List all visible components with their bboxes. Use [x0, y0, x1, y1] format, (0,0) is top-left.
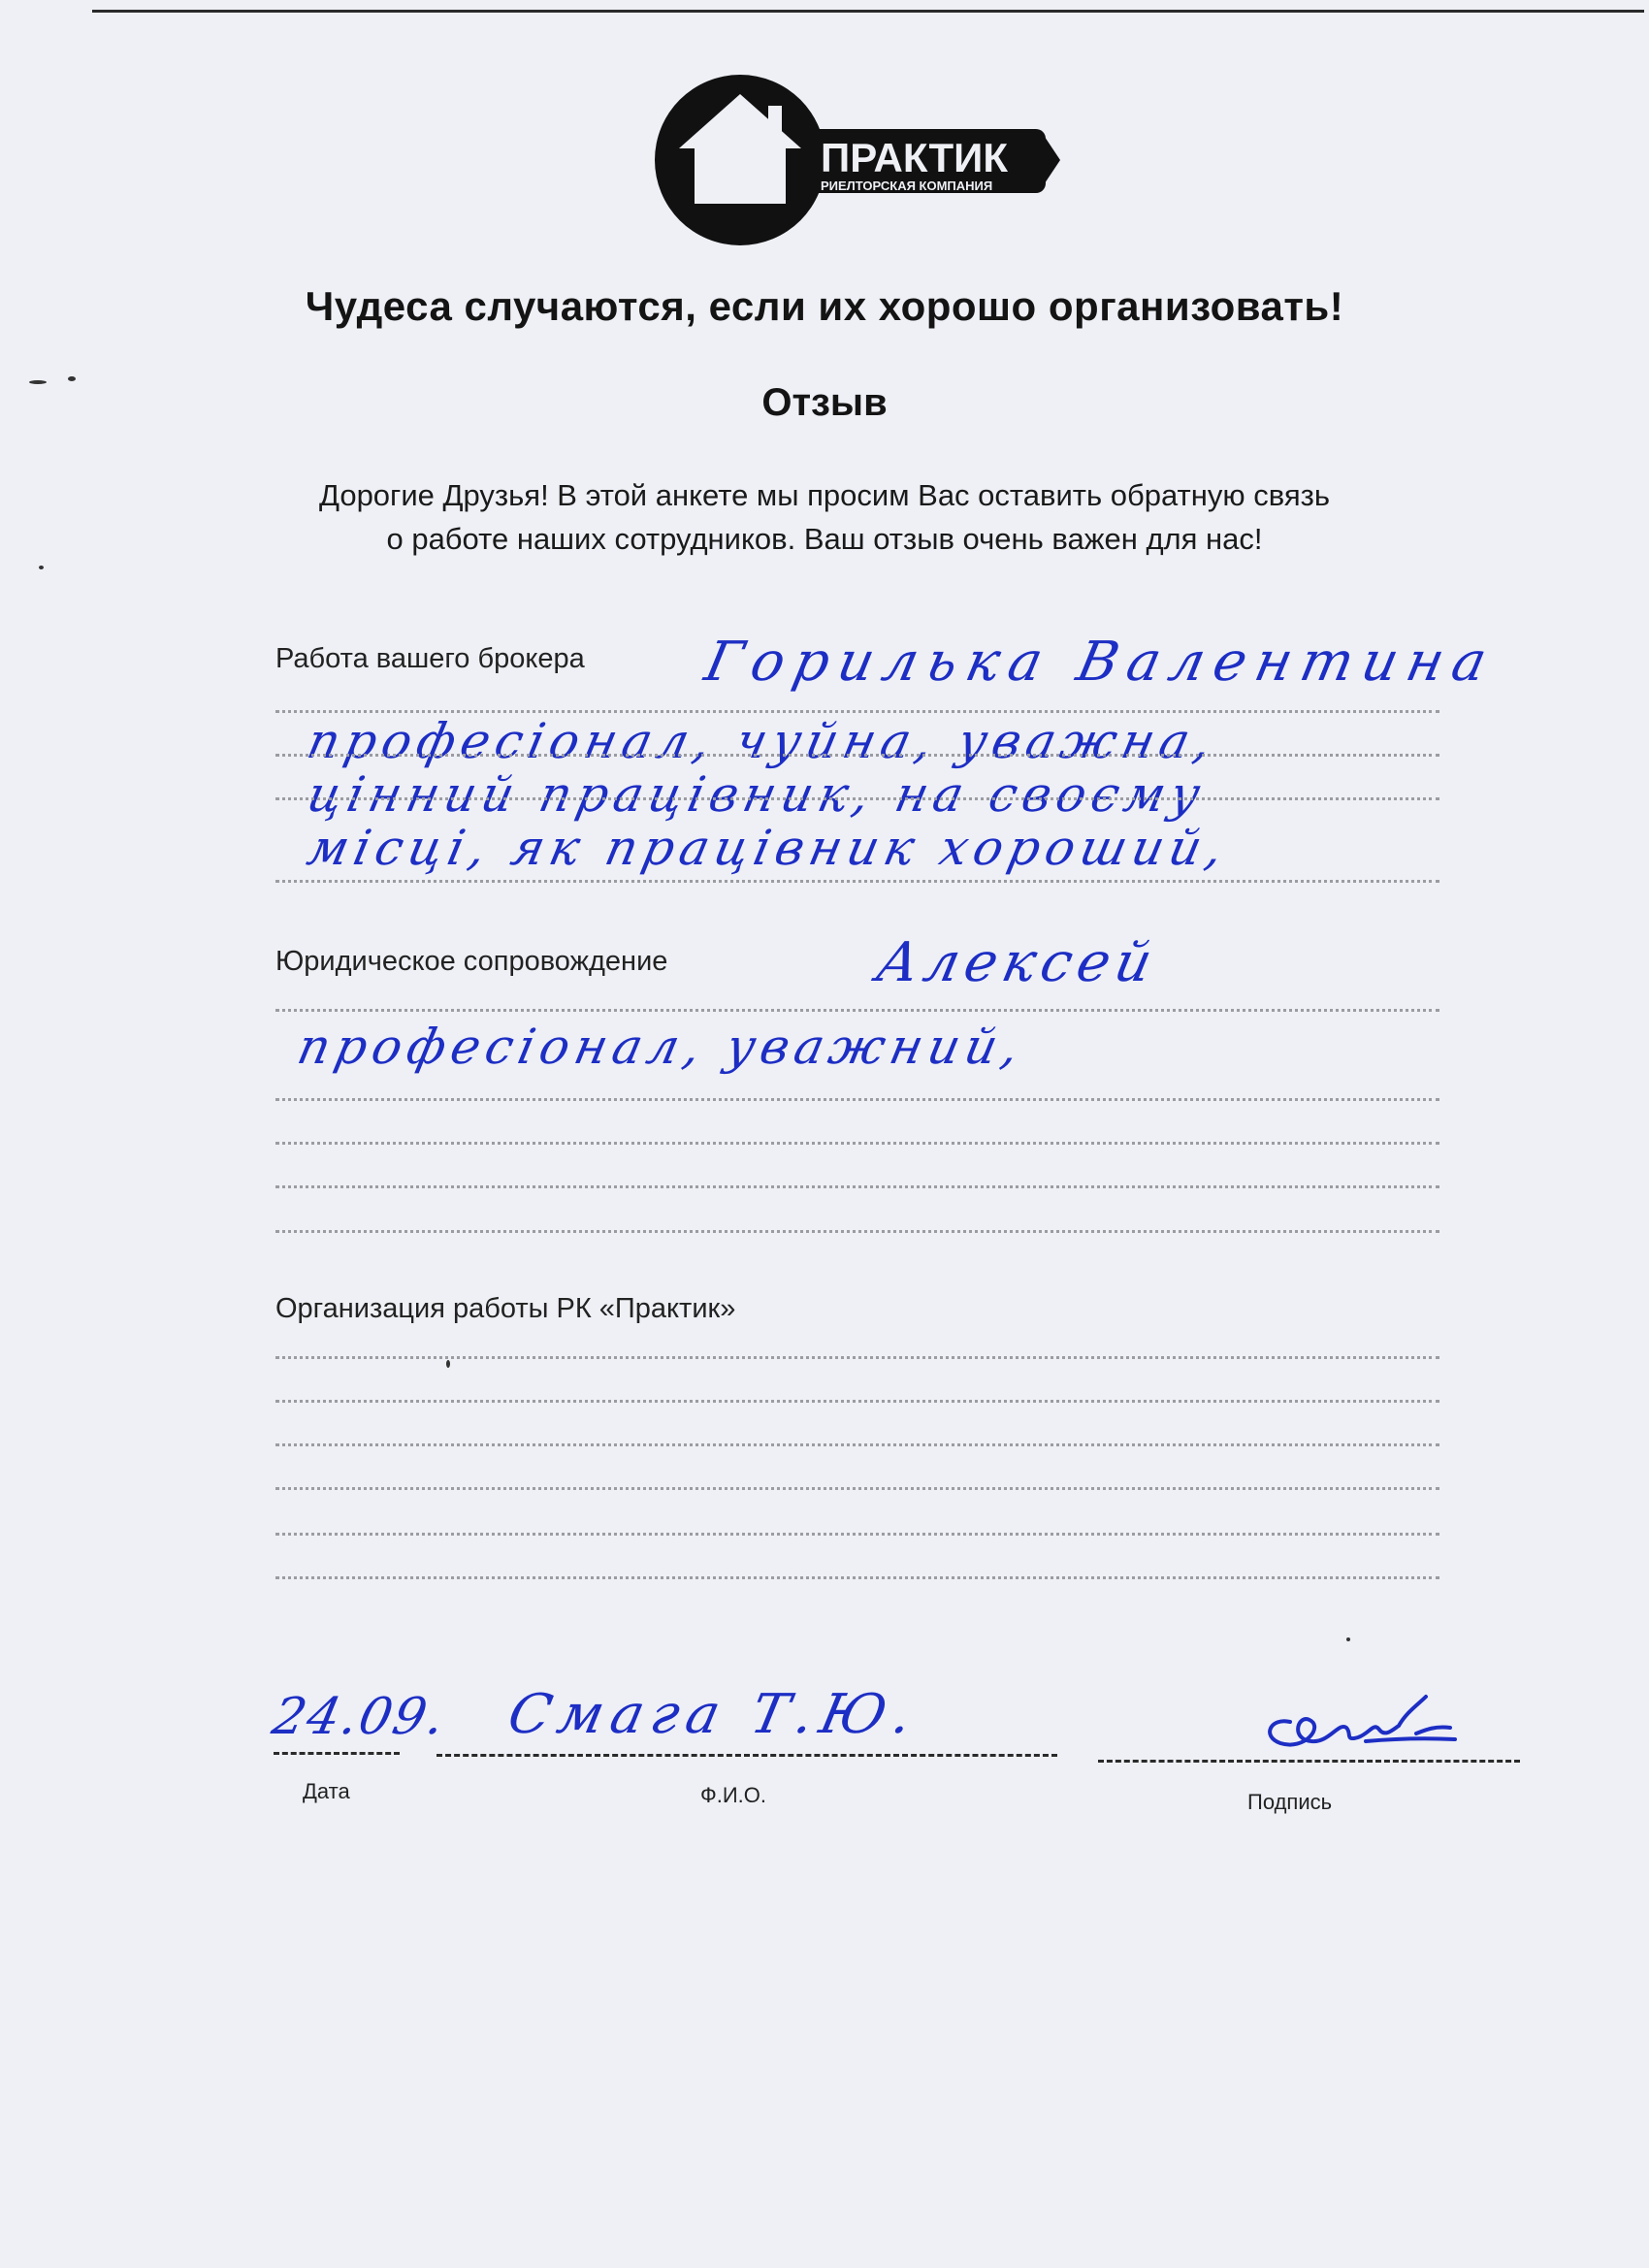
answer-line[interactable]	[275, 1400, 1439, 1403]
answer-line	[275, 1098, 1439, 1101]
date-handwriting[interactable]: 24.09.	[267, 1688, 452, 1746]
answer-line	[275, 1009, 1439, 1012]
slogan: Чудеса случаются, если их хорошо организовать!	[305, 283, 1344, 329]
date-label: Дата	[303, 1779, 350, 1803]
signature-image[interactable]	[1251, 1683, 1494, 1761]
legal-handwriting-line[interactable]: Алексей	[871, 931, 1164, 994]
scan-speck	[39, 566, 44, 569]
answer-line[interactable]	[275, 1356, 1439, 1359]
answer-line[interactable]	[275, 1533, 1439, 1536]
name-label: Ф.И.О.	[700, 1783, 766, 1807]
broker-handwriting-line[interactable]: місці, як працівник хороший,	[302, 820, 1235, 876]
legal-handwriting-line[interactable]: професіонал, уважний,	[292, 1019, 1030, 1075]
intro-line: Дорогие Друзья! В этой анкете мы просим Вас оставить обратную связь	[318, 478, 1330, 512]
logo-brand: ПРАКТИК	[821, 135, 1008, 180]
scan-speck	[446, 1360, 450, 1368]
company-logo	[648, 73, 1065, 247]
signature-line	[1098, 1760, 1520, 1763]
intro-text	[0, 473, 1649, 561]
date-line	[274, 1752, 400, 1755]
signature-label: Подпись	[1247, 1790, 1333, 1814]
broker-handwriting-line[interactable]: цінний працівник, на своєму	[302, 766, 1212, 823]
legal-section-label: Юридическое сопровождение	[275, 946, 668, 977]
answer-line	[275, 1230, 1439, 1233]
answer-line	[275, 797, 1439, 800]
name-line	[436, 1754, 1057, 1757]
answer-line	[275, 754, 1439, 757]
name-handwriting[interactable]: Смага Т.Ю.	[502, 1683, 925, 1746]
answer-line[interactable]	[275, 1576, 1439, 1579]
intro-line: о работе наших сотрудников. Ваш отзыв очень важен для нас!	[386, 522, 1263, 556]
broker-section-label: Работа вашего брокера	[275, 643, 585, 674]
broker-handwriting-line[interactable]: Горилька Валентина	[699, 631, 1503, 694]
answer-line	[275, 880, 1439, 883]
answer-line[interactable]	[275, 1487, 1439, 1490]
broker-handwriting-line[interactable]: професіонал, чуйна, уважна,	[302, 713, 1222, 769]
answer-line[interactable]	[275, 1443, 1439, 1446]
organization-section-label: Организация работы РК «Практик»	[275, 1293, 736, 1324]
answer-line	[275, 1185, 1439, 1188]
scan-speck	[1346, 1637, 1350, 1641]
top-border-line	[92, 10, 1644, 13]
logo-tagline: РИЕЛТОРСКАЯ КОМПАНИЯ	[821, 178, 993, 193]
form-title: Отзыв	[761, 381, 888, 424]
answer-line	[275, 1142, 1439, 1145]
